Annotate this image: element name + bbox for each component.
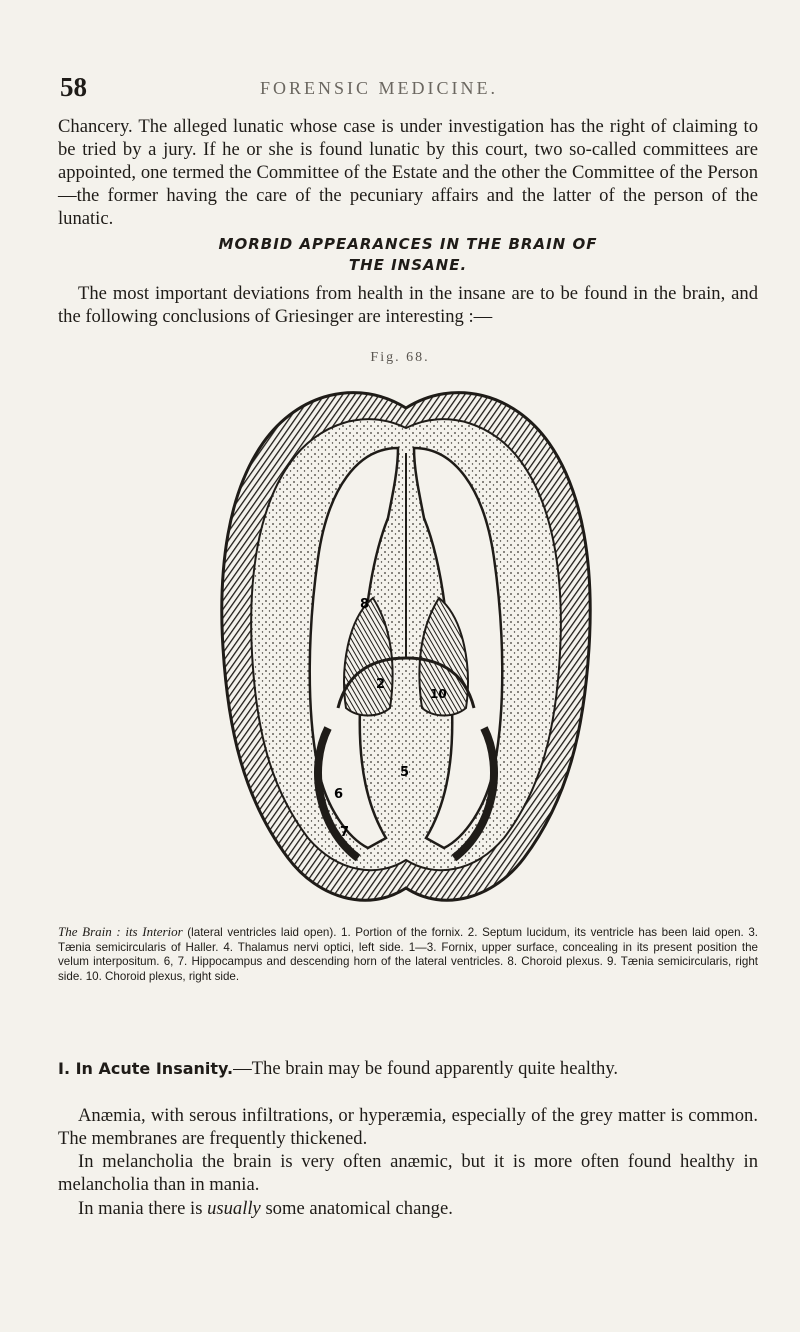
paragraph-anaemia: Anæmia, with serous infiltrations, or hyperæmia, especially of the grey matter is common. The membranes are frequently thickened. [58, 1105, 758, 1149]
brain-illustration [208, 368, 604, 916]
label-5: 5 [400, 765, 410, 780]
acute-insanity-rest: —The brain may be found apparently quite healthy. [233, 1058, 619, 1079]
figure-label: Fig. 68. [370, 350, 430, 365]
label-7: 7 [340, 825, 350, 840]
label-8: 8 [360, 597, 370, 612]
caption-body: (lateral ventricles laid open). 1. Portion of the fornix. 2. Septum lucidum, its ventricle has been laid open. 3. Tænia semicircularis of Haller. 4. Thalamus nervi optici, left side. 1—3. Fornix, upper surface, concealing in its present position the velum interpositum. 6, 7. Hippocampus and descending horn of the lateral ventricles. 8. Choroid plexus. 9. Tænia semicircularis, right side. 10. Choroid plexus, right side. [58, 926, 759, 983]
figure-caption [58, 925, 758, 984]
paragraph-acute-insanity [58, 1057, 758, 1080]
mania-before: In mania there is [78, 1198, 208, 1219]
acute-insanity-lead: I. In Acute Insanity. [58, 1059, 234, 1078]
section-heading [58, 234, 758, 276]
page-header [60, 72, 760, 102]
mania-after: some anatomical change. [260, 1198, 453, 1219]
label-6: 6 [334, 787, 344, 802]
caption-title: The Brain : its Interior [58, 924, 183, 939]
paragraph-chancery: Chancery. The alleged lunatic whose case is under investigation has the right of claiming to be tried by a jury. If he or she is found lunatic by this court, two so-called committees are appointed, one termed the Committee of the Estate and the other the Committee of the Person—the former having the care of the pecuniary affairs and the latter of the person of the lunatic. [58, 116, 758, 229]
paragraph-mania [58, 1197, 758, 1220]
section-heading-line-1: MORBID APPEARANCES IN THE BRAIN OF [218, 235, 598, 253]
page-number: 58 [60, 72, 87, 102]
paragraph-melancholia: In melancholia the brain is very often anæmic, but it is more often found healthy in melancholia than in mania. [58, 1151, 758, 1195]
mania-emphasis: usually [207, 1198, 261, 1219]
running-head: FORENSIC MEDICINE. [260, 78, 499, 98]
label-10: 10 [430, 687, 447, 701]
label-2: 2 [376, 677, 386, 692]
section-heading-line-2: THE INSANE. [348, 256, 468, 274]
paragraph-intro: The most important deviations from health in the insane are to be found in the brain, and the following conclusions of Griesinger are interesting :— [58, 283, 758, 327]
